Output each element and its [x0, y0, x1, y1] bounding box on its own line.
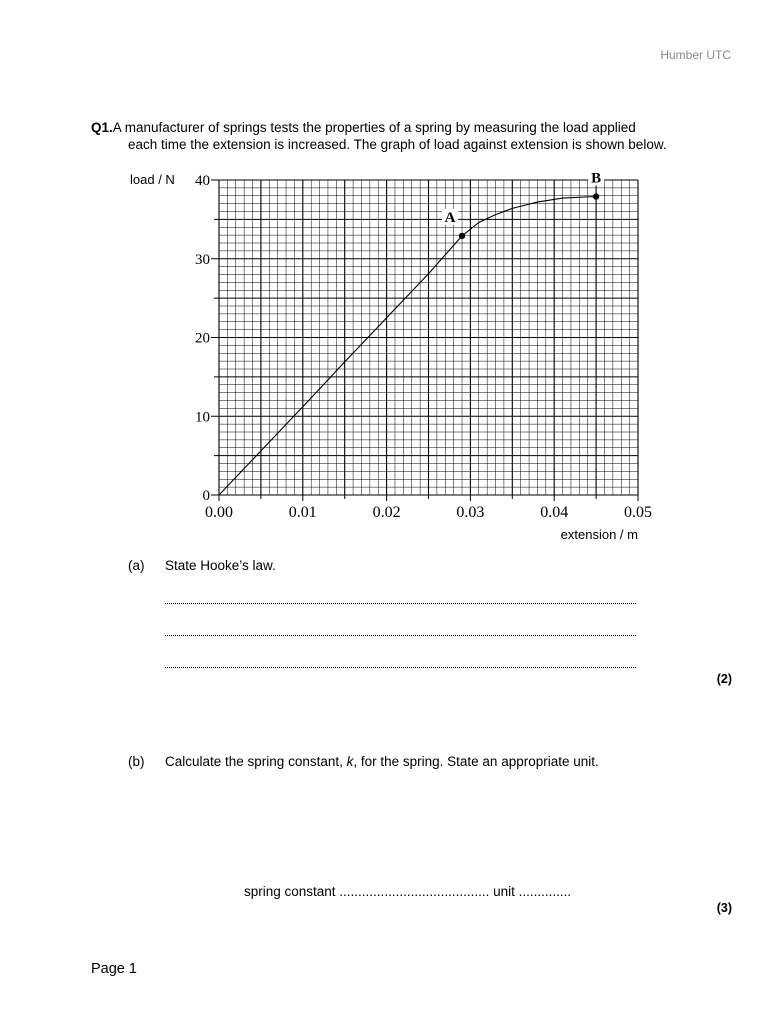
y-tick-label: 40 — [195, 173, 210, 189]
question-intro-text-1: A manufacturer of springs tests the properties of a spring by measuring the load applied — [112, 120, 636, 135]
part-b-marks: (3) — [716, 901, 732, 915]
point-a-label: A — [444, 209, 456, 226]
load-extension-curve — [219, 197, 596, 496]
x-tick-label: 0.00 — [205, 504, 233, 521]
y-tick-label: 30 — [195, 251, 210, 268]
x-tick-label: 0.03 — [456, 504, 485, 521]
part-b-text-before: Calculate the spring constant, — [165, 754, 347, 769]
y-tick-label: 0 — [202, 488, 210, 504]
part-a-question: State Hooke’s law. — [165, 558, 276, 573]
point-b-label: B — [591, 170, 602, 187]
spring-constant-symbol: k — [346, 754, 354, 769]
answer-line-3[interactable] — [165, 653, 636, 668]
y-axis-label: load / N — [130, 172, 175, 187]
x-tick-label: 0.02 — [372, 504, 401, 521]
x-tick-label: 0.04 — [540, 504, 569, 521]
page-number: Page 1 — [91, 961, 137, 977]
part-b-text-after: , for the spring. State an appropriate unit. — [353, 754, 599, 769]
question-intro-line-1 — [91, 119, 636, 136]
load-extension-graph — [120, 164, 665, 549]
point-a-marker — [459, 233, 465, 239]
part-a-label: (a) — [128, 558, 145, 573]
part-b-label: (b) — [128, 754, 145, 769]
graph-tick-labels — [195, 170, 652, 521]
x-tick-label: 0.01 — [288, 504, 317, 521]
y-tick-label: 10 — [195, 409, 210, 426]
graph-tick-marks — [211, 180, 638, 501]
part-b-question — [165, 754, 599, 769]
question-number: Q1. — [91, 120, 113, 135]
y-tick-label: 20 — [195, 330, 210, 347]
point-b-marker — [593, 193, 599, 199]
spring-constant-answer-line[interactable]: spring constant ........................................ unit .............. — [244, 884, 572, 899]
header-school-name: Humber UTC — [660, 48, 731, 62]
x-tick-label: 0.05 — [624, 504, 652, 521]
part-a-marks: (2) — [716, 672, 732, 686]
x-axis-label: extension / m — [560, 527, 638, 542]
answer-line-1[interactable] — [165, 589, 636, 604]
question-intro-line-2: each time the extension is increased. The graph of load against extension is shown below. — [128, 137, 667, 152]
answer-line-2[interactable] — [165, 621, 636, 636]
